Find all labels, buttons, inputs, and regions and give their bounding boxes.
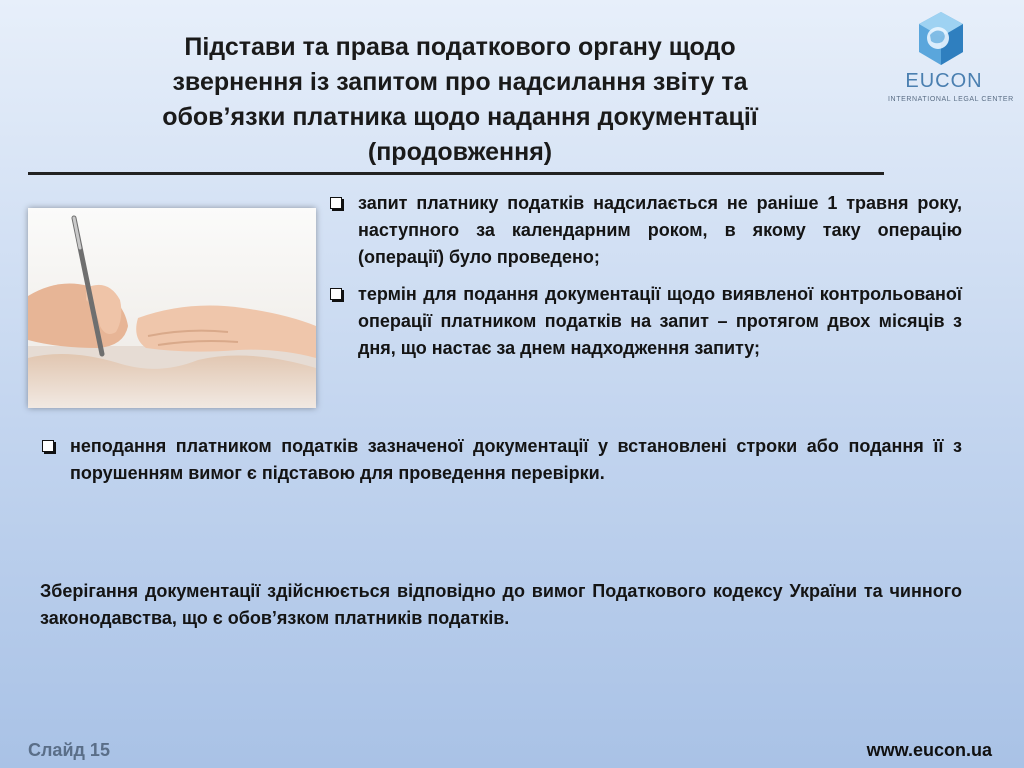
checkbox-square-icon <box>42 440 54 452</box>
eucon-cube-icon <box>916 10 966 68</box>
bullet-item <box>328 190 962 271</box>
bullet-list-right <box>328 190 962 372</box>
bullet-item <box>328 281 962 362</box>
checkbox-square-icon <box>330 197 342 209</box>
title-line: звернення із запитом про надсилання звіту та <box>172 68 748 96</box>
logo-brand: EUCON <box>905 70 983 92</box>
bullet-list-wide <box>40 433 962 497</box>
storage-paragraph: Зберігання документації здійснюється відповідно до вимог Податкового кодексу України та чинного законодавства, що є обов’язком платників податків. <box>40 581 962 628</box>
bullet-text: термін для подання документації щодо виявленої контрольованої операції платником податків на запит – протягом двох місяців з дня, що настає за днем надходження запиту; <box>358 284 962 358</box>
slide-number: Слайд 15 <box>28 740 110 760</box>
eucon-logo <box>888 10 1014 110</box>
title-divider <box>28 172 884 175</box>
writing-hands-photo <box>28 208 316 408</box>
bullet-text: запит платнику податків надсилається не раніше 1 травня року, наступного за календарним роком, в якому таку операцію (операції) було проведено; <box>358 193 962 267</box>
bullet-text: неподання платником податків зазначеної документації у встановлені строки або подання її з порушенням вимог є підставою для проведення перевірки. <box>70 436 962 483</box>
slide-title <box>60 30 860 170</box>
title-line: Підстави та права податкового органу щодо <box>184 33 736 61</box>
title-line: обов’язки платника щодо надання документації <box>162 103 758 131</box>
bullet-item <box>40 433 962 487</box>
logo-subtitle: INTERNATIONAL LEGAL CENTER <box>888 96 1014 103</box>
website-link[interactable]: www.eucon.ua <box>866 740 992 760</box>
checkbox-square-icon <box>330 288 342 300</box>
title-line: (продовження) <box>367 138 553 166</box>
